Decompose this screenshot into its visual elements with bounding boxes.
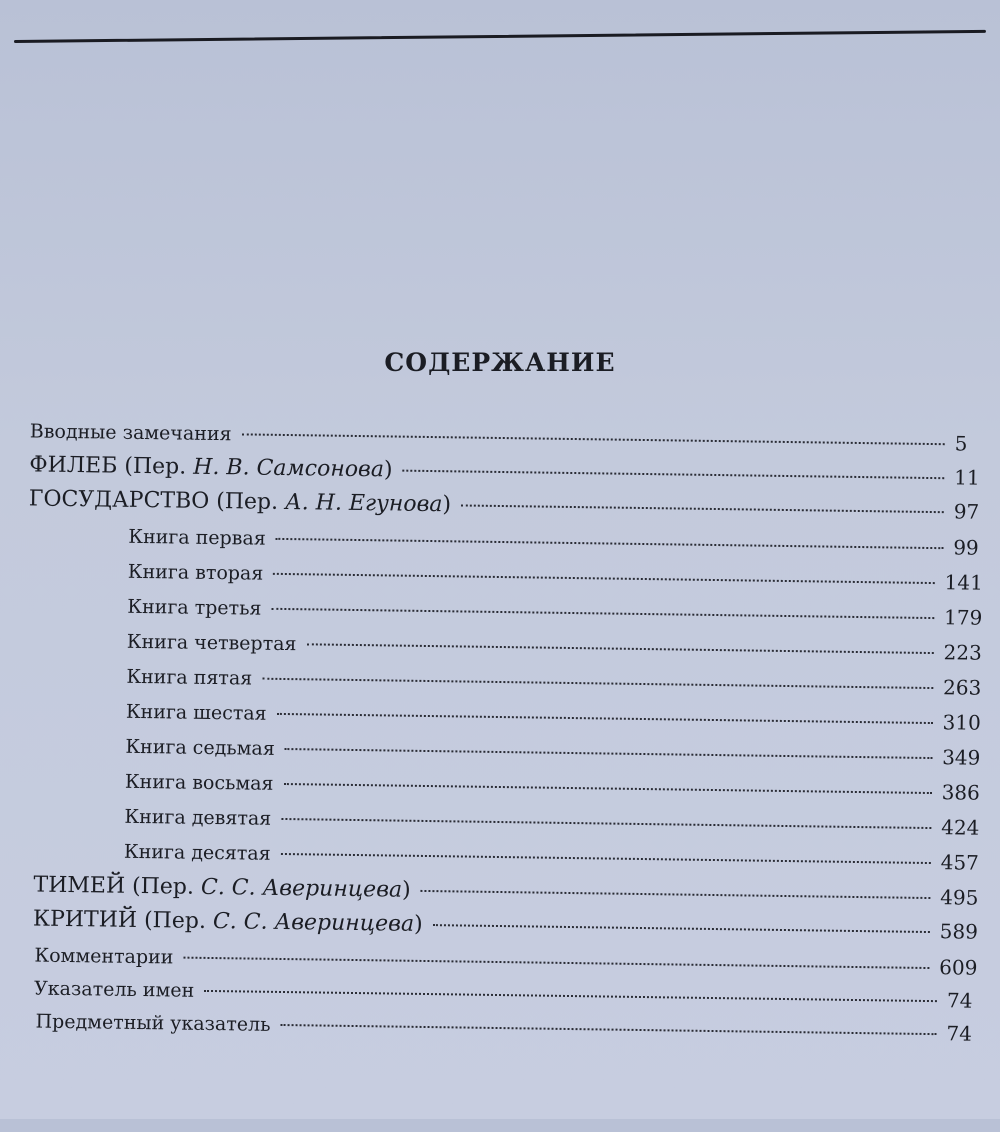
entry-title: Книга первая (128, 525, 266, 550)
dot-leader (281, 853, 931, 864)
page-number: 589 (939, 919, 979, 944)
entry-title: Книга вторая (127, 560, 264, 585)
dot-leader (306, 643, 933, 654)
entry-title: Книга седьмая (125, 735, 275, 760)
page-number: 457 (940, 850, 980, 875)
translator-name: А. Н. Егунова (284, 489, 443, 518)
page-number: 74 (946, 988, 973, 1013)
dot-leader (280, 1024, 936, 1035)
dot-leader (183, 957, 929, 969)
dot-leader (204, 990, 937, 1002)
dot-leader (277, 713, 933, 724)
entry-title: ФИЛЕБ (Пер. Н. В. Самсонова) (29, 452, 393, 483)
toc-entry (124, 804, 979, 846)
entry-title: Книга шестая (125, 700, 267, 725)
dot-leader (433, 924, 930, 933)
page-number: 141 (944, 570, 983, 595)
page-number: 310 (942, 710, 982, 735)
dot-leader (461, 504, 944, 513)
dot-leader (271, 608, 934, 619)
entry-title: Книга третья (127, 595, 262, 620)
entry-title: Вводные замечания (29, 420, 232, 446)
page-number: 179 (943, 605, 983, 630)
entry-title: Указатель имен (33, 977, 195, 1002)
entry-title: Книга пятая (126, 665, 253, 690)
page-title: СОДЕРЖАНИЕ (384, 348, 616, 377)
toc-entry (127, 594, 982, 636)
page-number: 386 (941, 780, 981, 805)
entry-title: Комментарии (34, 944, 174, 969)
page-number: 495 (940, 885, 979, 910)
entry-title: Книга четвертая (126, 630, 297, 656)
dot-leader (403, 470, 945, 480)
dot-leader (273, 573, 934, 584)
toc-entry (126, 664, 981, 706)
translator-name: С. С. Аверинцева (212, 909, 415, 937)
toc-entry (125, 734, 980, 776)
page-number: 424 (941, 815, 980, 840)
table-of-contents (0, 418, 1000, 1132)
dot-leader (285, 748, 932, 759)
page-number: 74 (946, 1021, 973, 1046)
dot-leader (242, 433, 945, 445)
toc-entry (125, 769, 980, 811)
dot-leader (262, 678, 933, 689)
entry-title: ТИМЕЙ (Пер. С. С. Аверинцева) (33, 872, 411, 903)
toc-entry (128, 559, 983, 601)
page-number: 97 (953, 499, 980, 524)
toc-entry (127, 629, 982, 671)
entry-title: Книга десятая (123, 840, 271, 865)
toc-entry (124, 839, 979, 881)
translator-name: С. С. Аверинцева (200, 874, 403, 903)
toc-entry (128, 524, 983, 566)
entry-title: Предметный указатель (35, 1010, 271, 1036)
toc-entry (126, 699, 981, 741)
page-number: 5 (954, 431, 968, 456)
dot-leader (421, 890, 931, 899)
page-number: 349 (942, 745, 981, 770)
top-rule (14, 30, 986, 43)
dot-leader (276, 538, 944, 549)
dot-leader (281, 818, 931, 829)
dot-leader (283, 783, 931, 794)
entry-title: КРИТИЙ (Пер. С. С. Аверинцева) (32, 906, 423, 937)
entry-title: Книга восьмая (124, 770, 274, 795)
translator-name: Н. В. Самсонова (193, 454, 385, 483)
page-number: 99 (953, 535, 979, 560)
page-number: 263 (942, 675, 982, 700)
entry-title: Книга девятая (124, 805, 272, 830)
page-number: 223 (943, 640, 982, 665)
entry-title: ГОСУДАРСТВО (Пер. А. Н. Егунова) (28, 486, 452, 518)
page-number: 609 (939, 955, 978, 980)
page-number: 11 (954, 465, 980, 490)
